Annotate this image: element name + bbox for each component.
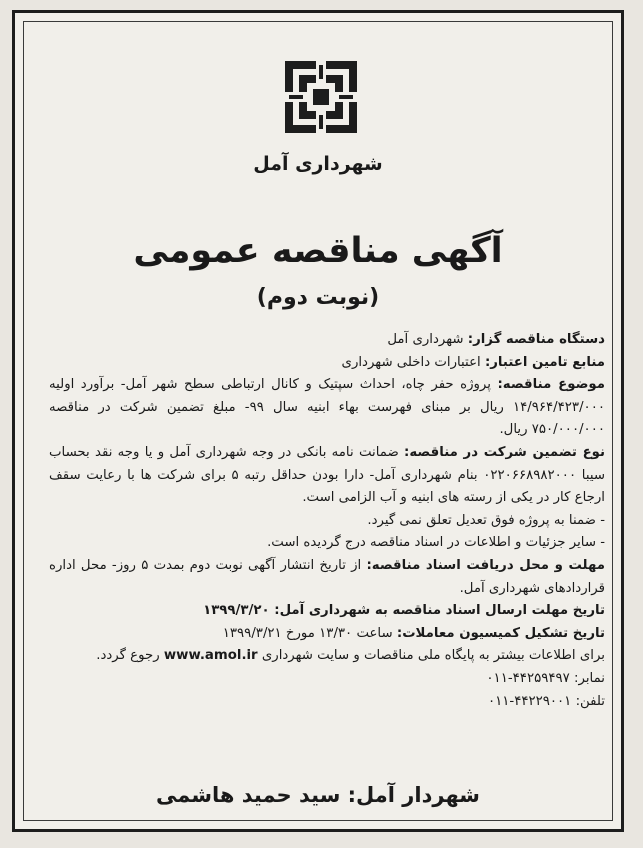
- phone-line: [49, 691, 605, 714]
- notice-subtitle: (نوبت دوم): [256, 285, 380, 310]
- subject-line: [49, 374, 605, 442]
- funding-value: اعتبارات داخلی شهرداری: [341, 354, 481, 370]
- guarantee-line: [49, 442, 605, 510]
- note-1: - ضمنا به پروژه فوق تعدیل تعلق نمی گیرد.: [367, 512, 605, 528]
- commission-label: تاریخ تشکیل کمیسیون معاملات:: [396, 625, 605, 641]
- commission-line: [49, 623, 605, 646]
- fax-label: نمابر:: [574, 670, 605, 686]
- organizer-line: [49, 329, 605, 352]
- deadline-value: ۱۳۹۹/۳/۲۰: [203, 603, 270, 619]
- organizer-label: دستگاه مناقصه گزار:: [467, 332, 605, 347]
- docs-value: از تاریخ انتشار آگهی نوبت دوم بمدت ۵ روز- محل اداره قراردادهای شهرداری آمل.: [49, 557, 605, 596]
- phone-label: تلفن:: [575, 693, 605, 709]
- funding-label: منابع تامین اعتبار:: [484, 354, 605, 370]
- notice-title: آگهی مناقصه عمومی: [133, 231, 503, 271]
- docs-line: [49, 555, 605, 600]
- info-tail: رجوع گردد.: [96, 648, 160, 664]
- organizer-value: شهرداری آمل: [387, 332, 464, 347]
- docs-label: مهلت و محل دریافت اسناد مناقصه:: [366, 557, 605, 573]
- notice-body: [49, 329, 605, 713]
- info-line: [49, 645, 605, 668]
- notice-page: [12, 10, 624, 832]
- fax-value: ۴۴۲۵۹۴۹۷-۰۱۱: [486, 670, 570, 686]
- info-text: برای اطلاعات بیشتر به پایگاه ملی مناقصات و سایت شهرداری: [261, 648, 605, 664]
- subject-value: پروژه حفر چاه، احداث سپتیک و کانال ارتباطی سطح شهر آمل- برآورد اولیه ۱۴/۹۶۴/۴۲۳/۰۰۰ ریال بر مبنای فهرست بهاء ابنیه سال ۹۹- مبلغ تضمین شرکت در مناقصه ۷۵۰/۰۰۰/۰۰۰ ریال.: [49, 377, 605, 438]
- website-link[interactable]: www.amol.ir: [163, 648, 258, 664]
- guarantee-label: نوع تضمین شرکت در مناقصه:: [404, 444, 606, 460]
- phone-value: ۴۴۲۲۹۰۰۱-۰۱۱: [487, 693, 572, 709]
- commission-value: ساعت ۱۳/۳۰ مورخ ۱۳۹۹/۳/۲۱: [222, 625, 393, 641]
- note-2: - سایر جزئیات و اطلاعات در اسناد مناقصه درج گردیده است.: [267, 535, 605, 551]
- funding-line: [49, 352, 605, 375]
- subject-label: موضوع مناقصه:: [497, 377, 606, 393]
- deadline-line: [49, 600, 605, 623]
- organization-name: شهرداری آمل: [253, 153, 383, 175]
- municipality-logo-icon: [283, 59, 359, 135]
- mayor-signature: شهردار آمل: سید حمید هاشمی: [156, 783, 480, 807]
- fax-line: [49, 668, 605, 691]
- deadline-label: تاریخ مهلت ارسال اسناد مناقصه به شهرداری آمل:: [274, 603, 605, 619]
- guarantee-value: ضمانت نامه بانکی در وجه شهرداری آمل و یا وجه نقد بحساب سیبا ۰۲۲۰۶۶۸۹۸۲۰۰۰ بنام شهرداری آمل- دارا بودن حداقل رتبه ۵ برای شرکت ها با رعایت سقف ارجاع کار در یکی از رسته های ابنیه و آب الزامی است.: [49, 444, 605, 506]
